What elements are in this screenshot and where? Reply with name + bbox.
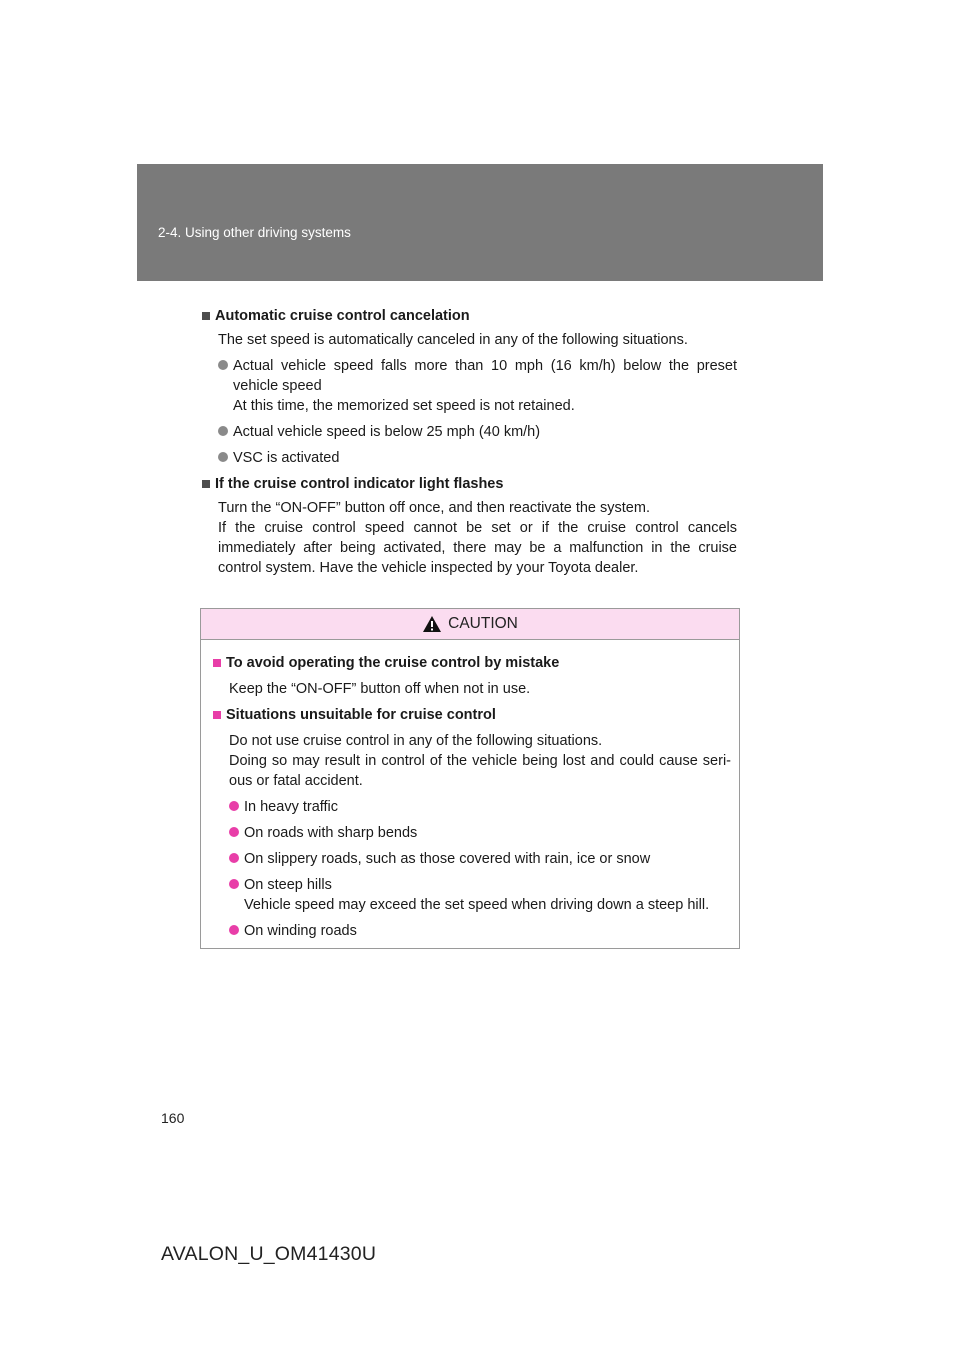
caution-box: [200, 608, 740, 949]
document-code: AVALON_U_OM41430U: [161, 1243, 377, 1265]
caution-title: CAUTION: [448, 615, 518, 632]
square-bullet-icon: [213, 659, 221, 667]
page-number: 160: [161, 1110, 185, 1126]
indicator-flash-text: Turn the “ON-OFF” button off once, and then reactivate the system. If the cruise control speed cannot be set or if the cruise control cancels immediately after being activated, there may be a malfunction in the cruise control system. Have the vehicle inspected by your Toyota dealer.: [218, 500, 737, 576]
mistake-heading: To avoid operating the cruise control by mistake: [213, 653, 731, 673]
header-band: [137, 164, 823, 281]
circle-bullet-icon: [218, 426, 228, 436]
list-item: On roads with sharp bends: [213, 823, 731, 843]
list-item: VSC is activated: [202, 448, 737, 468]
circle-bullet-icon: [218, 452, 228, 462]
caution-header: [201, 609, 739, 640]
warning-triangle-icon: [422, 615, 442, 633]
main-content: [202, 306, 737, 578]
auto-cancel-heading: Automatic cruise control cancelation: [202, 306, 737, 326]
circle-bullet-icon: [229, 801, 239, 811]
circle-bullet-icon: [229, 853, 239, 863]
square-bullet-icon: [213, 711, 221, 719]
circle-bullet-icon: [229, 879, 239, 889]
list-item: Actual vehicle speed is below 25 mph (40 km/h): [202, 422, 737, 442]
section-title: 2-4. Using other driving systems: [158, 225, 351, 240]
list-item: On steep hills Vehicle speed may exceed the set speed when driving down a steep hill.: [213, 875, 731, 915]
indicator-flash-heading: If the cruise control indicator light flashes: [202, 474, 737, 494]
unsuitable-heading: Situations unsuitable for cruise control: [213, 705, 731, 725]
caution-body: [201, 640, 739, 941]
circle-bullet-icon: [229, 925, 239, 935]
list-item: Actual vehicle speed falls more than 10 mph (16 km/h) below the preset vehicle speed At this time, the memorized set speed is not retained.: [202, 356, 737, 416]
unsuitable-text: Do not use cruise control in any of the following situations. Doing so may result in control of the vehicle being lost and could cause seri- ous or fatal accident.: [229, 733, 731, 789]
circle-bullet-icon: [218, 360, 228, 370]
list-item: On winding roads: [213, 921, 731, 941]
list-item: On slippery roads, such as those covered with rain, ice or snow: [213, 849, 731, 869]
circle-bullet-icon: [229, 827, 239, 837]
list-item: In heavy traffic: [213, 797, 731, 817]
mistake-text: Keep the “ON-OFF” button off when not in use.: [229, 681, 531, 697]
auto-cancel-intro: The set speed is automatically canceled in any of the following situations.: [218, 332, 688, 348]
square-bullet-icon: [202, 312, 210, 320]
square-bullet-icon: [202, 480, 210, 488]
